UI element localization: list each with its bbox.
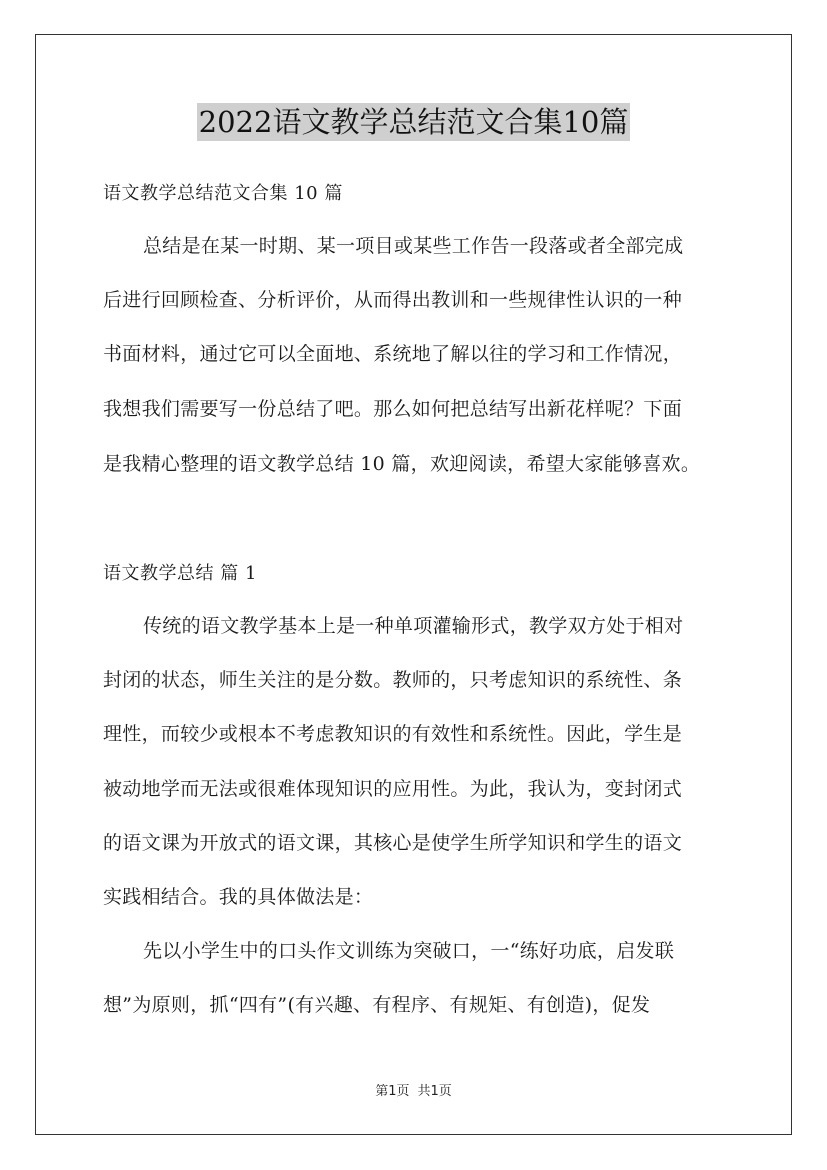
- intro-line: 总结是在某一时期、某一项目或某些工作告一段落或者全部完成: [143, 235, 684, 257]
- title-block: [0, 103, 827, 141]
- paragraph-line: 的语文课为开放式的语文课，其核心是使学生所学知识和学生的语文: [103, 832, 683, 854]
- document-subtitle: 语文教学总结范文合集 10 篇: [103, 183, 343, 204]
- intro-line: 书面材料，通过它可以全面地、系统地了解以往的学习和工作情况，: [103, 343, 683, 365]
- paragraph-line: 先以小学生中的口头作文训练为突破口，一“练好功底，启发联: [143, 940, 675, 962]
- page-footer: [0, 1083, 827, 1101]
- intro-line: 我想我们需要写一份总结了吧。那么如何把总结写出新花样呢？下面: [103, 398, 683, 420]
- page-total: 共1页: [417, 1084, 452, 1099]
- paragraph-line: 想”为原则，抓“四有”(有兴趣、有程序、有规矩、有创造)，促发: [103, 994, 651, 1016]
- paragraph-line: 理性，而较少或根本不考虑教知识的有效性和系统性。因此，学生是: [103, 723, 683, 745]
- paragraph-line: 封闭的状态，师生关注的是分数。教师的，只考虑知识的系统性、条: [103, 669, 683, 691]
- intro-line: 后进行回顾检查、分析评价，从而得出教训和一些规律性认识的一种: [103, 289, 683, 311]
- intro-line: 是我精心整理的语文教学总结 10 篇，欢迎阅读，希望大家能够喜欢。: [103, 453, 701, 475]
- section-heading: 语文教学总结 篇 1: [103, 563, 257, 584]
- paragraph-line: 实践相结合。我的具体做法是：: [103, 886, 374, 908]
- paragraph-line: 传统的语文教学基本上是一种单项灌输形式，教学双方处于相对: [143, 615, 684, 637]
- paragraph-line: 被动地学而无法或很难体现知识的应用性。为此，我认为，变封闭式: [103, 778, 683, 800]
- page-number: 第1页: [375, 1084, 410, 1099]
- document-title: 2022语文教学总结范文合集10篇: [198, 105, 629, 139]
